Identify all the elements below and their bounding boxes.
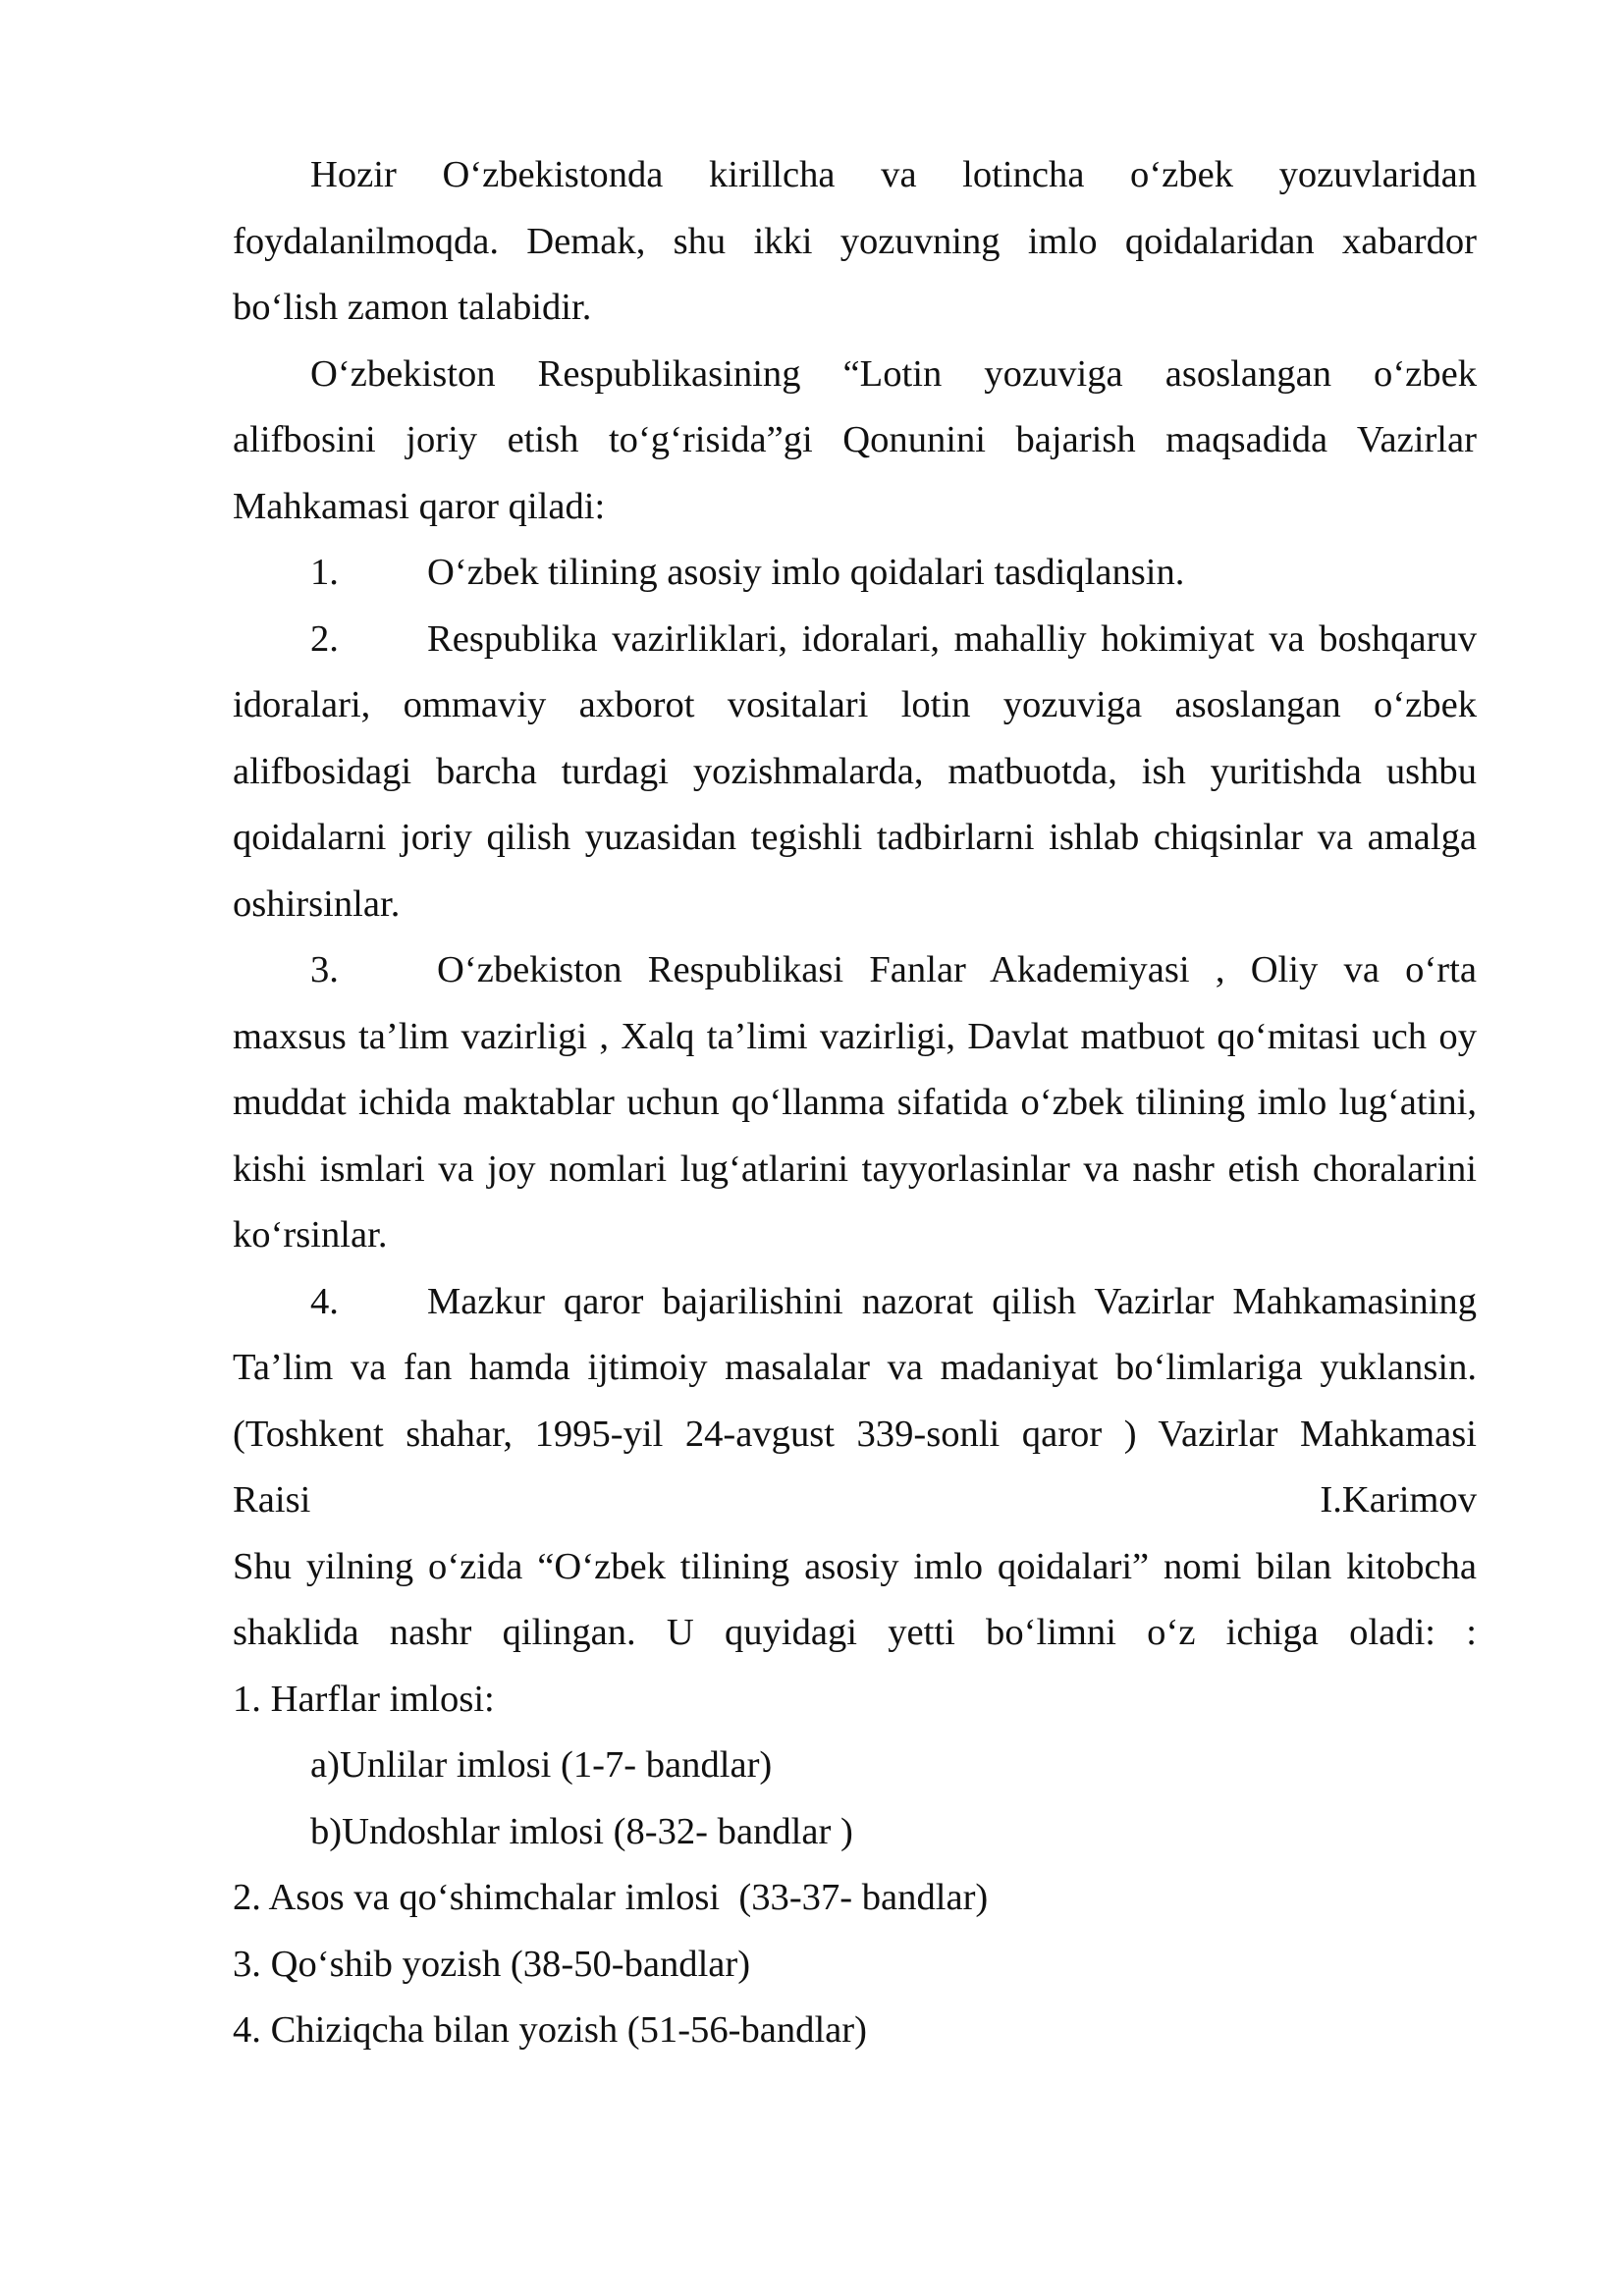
signature-line xyxy=(233,1468,1477,1534)
paragraph-line: foydalanilmoqda. Demak, shu ikki yozuvning imlo qoidalaridan xabardor xyxy=(233,220,1477,262)
paragraph-line xyxy=(233,937,1477,1004)
decree-item-3 xyxy=(233,937,1477,1269)
contents-item: 1. Harflar imlosi: xyxy=(233,1678,495,1720)
preamble-paragraph xyxy=(233,342,1477,541)
paragraph-line: idoralari, ommaviy axborot vositalari lotin yozuviga asoslangan o‘zbek xyxy=(233,684,1477,725)
item-number: 2. xyxy=(310,617,339,660)
contents-subitem: b)Undoshlar imlosi (8-32- bandlar ) xyxy=(310,1810,853,1852)
item-text: O‘zbek tilining asosiy imlo qoidalari tasdiqlansin. xyxy=(427,552,1185,593)
signature-name: I.Karimov xyxy=(1320,1479,1477,1521)
contents-item: 4. Chiziqcha bilan yozish (51-56-bandlar) xyxy=(233,2009,867,2051)
document-body xyxy=(233,142,1477,2064)
paragraph-line: ko‘rsinlar. xyxy=(233,1214,388,1255)
contents-subitem: a)Unlilar imlosi (1-7- bandlar) xyxy=(310,1744,773,1786)
intro-paragraph xyxy=(233,142,1477,342)
paragraph-line: oshirsinlar. xyxy=(233,882,401,925)
item-text: O‘zbekiston Respublikasi Fanlar Akademiyasi , Oliy va o‘rta xyxy=(437,949,1477,990)
contents-item: 3. Qo‘shib yozish (38-50-bandlar) xyxy=(233,1943,751,1985)
item-number: 4. xyxy=(310,1280,339,1322)
paragraph-line: shaklida nashr qilingan. U quyidagi yetti bo‘limni o‘z ichiga oladi: : xyxy=(233,1612,1477,1653)
paragraph-line: maxsus ta’lim vazirligi , Xalq ta’limi vazirligi, Davlat matbuot qo‘mitasi uch oy xyxy=(233,1015,1477,1057)
decree-item-4 xyxy=(233,1269,1477,1402)
paragraph-line: qoidalarni joriy qilish yuzasidan tegishli tadbirlarni ishlab chiqsinlar va amalga xyxy=(233,817,1477,858)
contents-item: 2. Asos va qo‘shimchalar imlosi (33-37- bandlar) xyxy=(233,1877,989,1918)
paragraph-line: Mahkamasi qaror qiladi: xyxy=(233,485,606,527)
paragraph-line: bo‘lish zamon talabidir. xyxy=(233,287,592,328)
paragraph-line: muddat ichida maktablar uchun qo‘llanma sifatida o‘zbek tilining imlo lug‘atini, xyxy=(233,1082,1477,1123)
paragraph-line xyxy=(233,540,1477,607)
decree-item-2 xyxy=(233,607,1477,938)
publication-paragraph xyxy=(233,1534,1477,1667)
contents-list xyxy=(233,1667,1477,2064)
paragraph-line xyxy=(233,1269,1477,1336)
paragraph-line: alifbosidagi barcha turdagi yozishmalarda, matbuotda, ish yuritishda ushbu xyxy=(233,750,1477,792)
paragraph-line: Ta’lim va fan hamda ijtimoiy masalalar va madaniyat bo‘limlariga yuklansin. xyxy=(233,1347,1477,1388)
paragraph-line: alifbosini joriy etish to‘g‘risida”gi Qonunini bajarish maqsadida Vazirlar xyxy=(233,419,1477,460)
paragraph-line: O‘zbekiston Respublikasining “Lotin yozuviga asoslangan o‘zbek xyxy=(310,352,1477,395)
signature-title: Raisi xyxy=(233,1479,311,1521)
decree-source xyxy=(233,1402,1477,1534)
paragraph-line: Hozir O‘zbekistonda kirillcha va lotincha o‘zbek yozuvlaridan xyxy=(310,154,1477,195)
paragraph-line: Shu yilning o‘zida “O‘zbek tilining asosiy imlo qoidalari” nomi bilan kitobcha xyxy=(233,1545,1477,1587)
item-text: Respublika vazirliklari, idoralari, mahalliy hokimiyat va boshqaruv xyxy=(427,617,1477,660)
item-text: Mazkur qaror bajarilishini nazorat qilish Vazirlar Mahkamasining xyxy=(427,1280,1477,1322)
item-number: 3. xyxy=(310,949,339,990)
paragraph-line: (Toshkent shahar, 1995-yil 24-avgust 339-sonli qaror ) Vazirlar Mahkamasi xyxy=(233,1413,1477,1455)
item-number: 1. xyxy=(310,552,339,593)
paragraph-line: kishi ismlari va joy nomlari lug‘atlarini tayyorlasinlar va nashr etish choralarini xyxy=(233,1148,1477,1190)
paragraph-line xyxy=(233,607,1477,673)
decree-item-1 xyxy=(233,540,1477,607)
